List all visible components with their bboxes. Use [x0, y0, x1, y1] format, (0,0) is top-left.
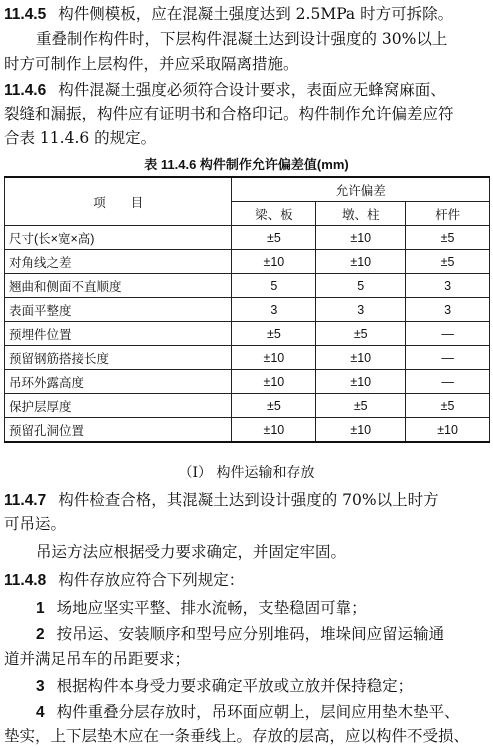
clause-text: 构件混凝土强度必须符合设计要求，表面应无蜂窝麻面、 — [58, 81, 446, 99]
value-cell: ±5 — [406, 250, 490, 274]
clause-text: 构件检查合格，其混凝土达到设计强度的 70%以上时方 — [58, 491, 439, 509]
list-number: 1 — [36, 600, 45, 617]
value-cell: — — [406, 346, 490, 370]
list-text: 按吊运、安装顺序和型号应分别堆码，堆垛间应留运输通 — [56, 625, 445, 643]
value-cell: 3 — [232, 298, 316, 322]
value-cell: 5 — [232, 274, 316, 298]
group-header: 允许偏差 — [232, 177, 490, 202]
item-cell: 对角线之差 — [5, 250, 232, 274]
item-cell: 表面平整度 — [5, 298, 232, 322]
table-row — [5, 274, 490, 298]
list-number: 4 — [36, 704, 45, 721]
clause-text: 构件侧模板，应在混凝土强度达到 2.5MPa 时方可拆除。 — [58, 5, 454, 23]
value-cell: ±10 — [316, 346, 406, 370]
list-item — [36, 624, 444, 645]
list-item — [36, 598, 367, 619]
value-cell: ±10 — [232, 418, 316, 443]
paragraph-line: 道并满足吊车的吊距要求； — [4, 650, 191, 668]
item-cell: 尺寸(长×宽×高) — [5, 226, 232, 250]
value-cell: ±5 — [406, 394, 490, 418]
item-cell: 保护层厚度 — [5, 394, 232, 418]
list-text: 根据构件本身受力要求确定平放或立放并保持稳定； — [56, 677, 414, 695]
value-cell: ±10 — [406, 418, 490, 443]
clause-11-4-6 — [4, 80, 446, 101]
paragraph-line: 重叠制作构件时，下层构件混凝土达到设计强度的 30%以上 — [36, 30, 448, 48]
value-cell: ±10 — [232, 346, 316, 370]
list-item — [36, 702, 460, 723]
paragraph-line: 时方可制作上层构件，并应采取隔离措施。 — [4, 55, 299, 73]
value-cell: ±5 — [316, 394, 406, 418]
paragraph-line: 可吊运。 — [4, 515, 67, 533]
paragraph-line: 垫实，上下层垫木应在一条垂线上。存放的层高，应以构件不受损、 — [4, 727, 470, 745]
table-row — [5, 298, 490, 322]
value-cell: — — [406, 322, 490, 346]
value-cell: ±10 — [316, 250, 406, 274]
item-cell: 翘曲和侧面不直顺度 — [5, 274, 232, 298]
paragraph-line: 裂缝和漏振，构件应有证明书和合格印记。构件制作允许偏差应符 — [4, 105, 454, 123]
list-number: 2 — [36, 626, 45, 643]
paragraph-line: 合表 11.4.6 的规定。 — [4, 129, 157, 147]
value-cell: ±10 — [232, 250, 316, 274]
col-header: 杆件 — [406, 202, 490, 226]
value-cell: ±10 — [232, 370, 316, 394]
table-row — [5, 226, 490, 250]
value-cell: ±5 — [232, 394, 316, 418]
col-header: 梁、板 — [232, 202, 316, 226]
clause-11-4-8 — [4, 570, 244, 591]
table-caption: 表 11.4.6 构件制作允许偏差值(mm) — [144, 157, 349, 172]
table-header-row — [5, 177, 490, 202]
table-row — [5, 394, 490, 418]
value-cell: 3 — [316, 298, 406, 322]
item-cell: 预留孔洞位置 — [5, 418, 232, 443]
value-cell: ±5 — [232, 226, 316, 250]
value-cell: ±5 — [406, 226, 490, 250]
value-cell: ±10 — [316, 226, 406, 250]
list-number: 3 — [36, 678, 45, 695]
value-cell: 3 — [406, 274, 490, 298]
value-cell: 5 — [316, 274, 406, 298]
value-cell: ±10 — [316, 370, 406, 394]
table-row — [5, 418, 490, 443]
list-text: 场地应坚实平整、排水流畅，支垫稳固可靠； — [56, 599, 367, 617]
item-cell: 预留钢筋搭接长度 — [5, 346, 232, 370]
value-cell: ±10 — [316, 418, 406, 443]
list-item — [36, 676, 413, 697]
paragraph-line: 吊运方法应根据受力要求确定，并固定牢固。 — [36, 543, 347, 561]
tolerance-table — [4, 176, 490, 443]
item-header: 项 目 — [5, 177, 232, 226]
clause-number: 11.4.8 — [4, 572, 47, 589]
clause-11-4-5 — [4, 4, 453, 25]
col-header: 墩、柱 — [316, 202, 406, 226]
item-cell: 预埋件位置 — [5, 322, 232, 346]
clause-number: 11.4.7 — [4, 492, 47, 509]
list-text: 构件重叠分层存放时，吊环面应朝上，层间应用垫木垫平、 — [56, 703, 460, 721]
value-cell: 3 — [406, 298, 490, 322]
item-cell: 吊环外露高度 — [5, 370, 232, 394]
value-cell: ±5 — [316, 322, 406, 346]
table-row — [5, 322, 490, 346]
table-row — [5, 346, 490, 370]
table-row — [5, 250, 490, 274]
clause-number: 11.4.5 — [4, 6, 47, 23]
clause-text: 构件存放应符合下列规定： — [58, 571, 245, 589]
value-cell: — — [406, 370, 490, 394]
value-cell: ±5 — [232, 322, 316, 346]
section-heading: （Ⅰ） 构件运输和存放 — [178, 465, 315, 481]
table-row — [5, 370, 490, 394]
clause-number: 11.4.6 — [4, 82, 47, 99]
clause-11-4-7 — [4, 490, 439, 511]
